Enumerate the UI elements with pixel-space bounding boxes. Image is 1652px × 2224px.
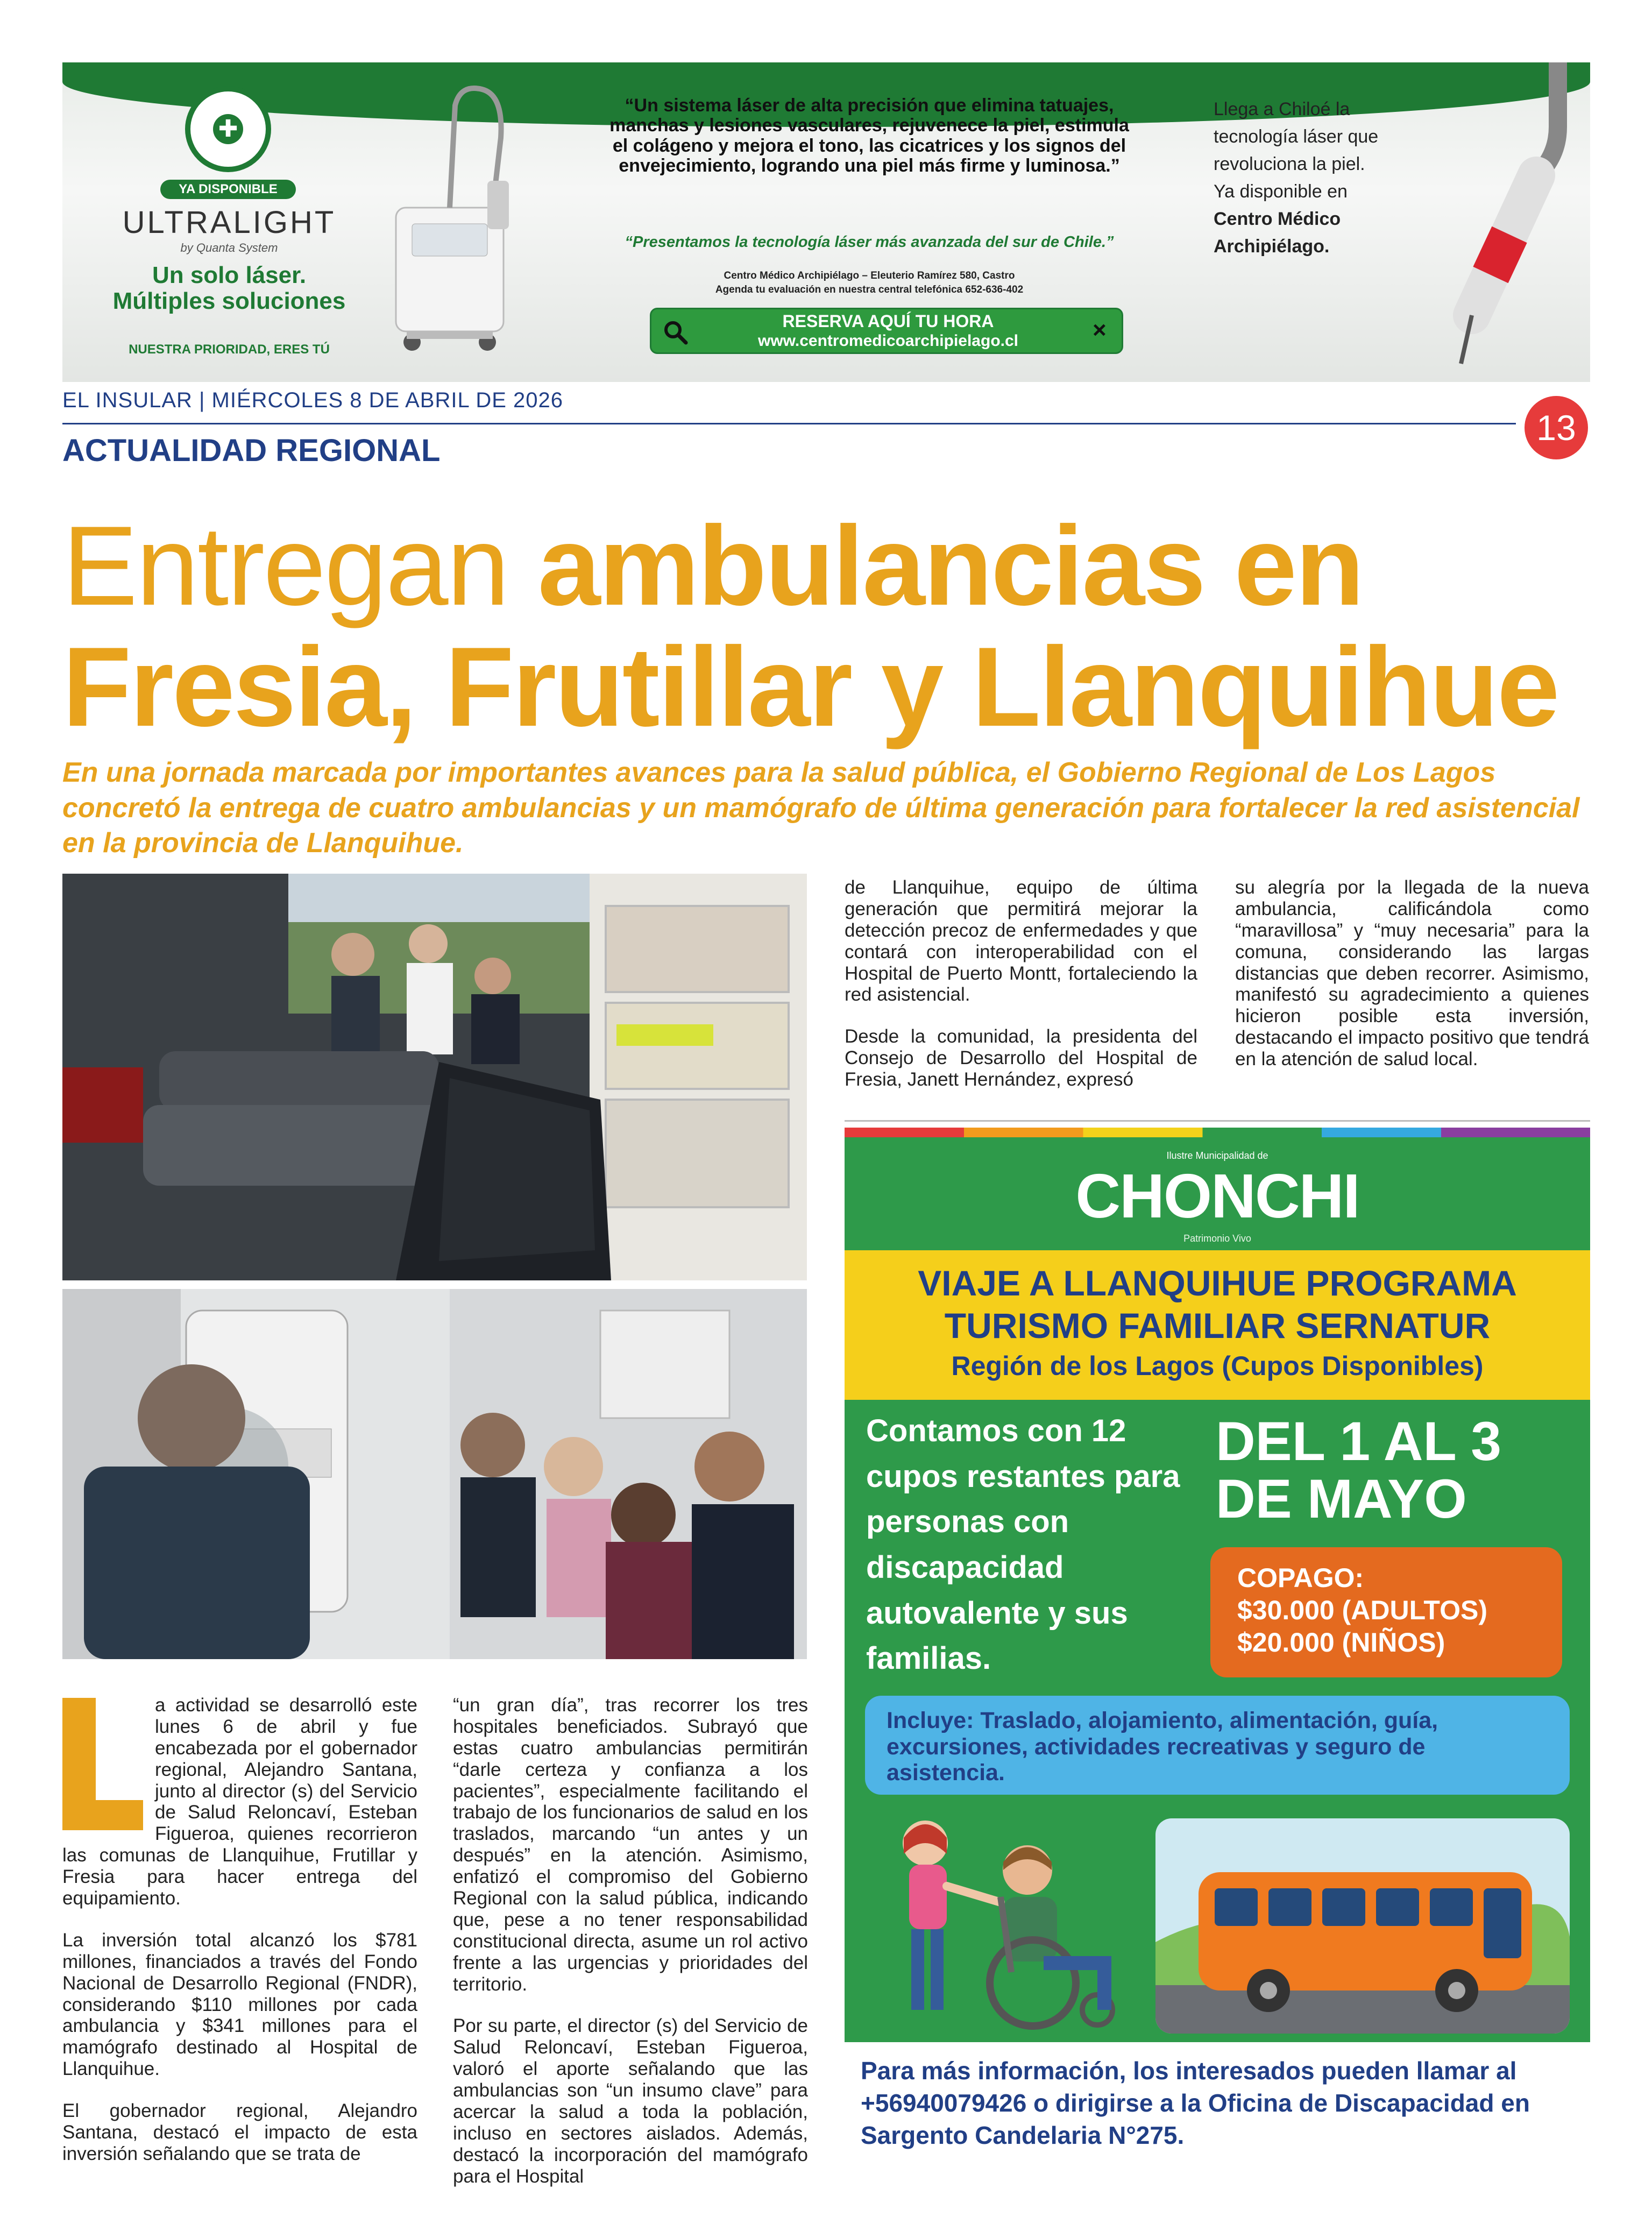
ad-right-line: tecnología láser que <box>1214 126 1379 147</box>
price-box <box>1210 1547 1562 1677</box>
article-column-1 <box>62 1695 417 2185</box>
ad-quote: “Un sistema láser de alta precisión que elimina tatuajes, manchas y lesiones vasculares, rejuvenece la piel, estimula el colágeno y mejora el tono, las cicatrices y los signos del envejecimiento, logrando una piel más firme y luminosa.” <box>609 95 1129 176</box>
price-kids: $20.000 (NIÑOS) <box>1237 1627 1445 1658</box>
ad-brand-sub: by Quanta System <box>180 241 278 254</box>
includes-text: Incluye: Traslado, alojamiento, alimentación, guía, excursiones, actividades recreativas y seguro de asistencia. <box>887 1708 1438 1786</box>
ad-right-line: Llega a Chiloé la <box>1214 99 1350 119</box>
ad-tagline: “Presentamos la tecnología láser más avanzada del sur de Chile.” <box>625 233 1114 251</box>
ad-badge: YA DISPONIBLE <box>160 180 296 199</box>
includes-box <box>865 1696 1570 1795</box>
article-paragraph: Desde la comunidad, la presidenta del Consejo de Desarrollo del Hospital de Fresia, Janett Hernández, expresó <box>845 1026 1197 1090</box>
close-icon: × <box>1093 317 1107 343</box>
article-column-4 <box>1235 877 1589 1090</box>
price-adults: $30.000 (ADULTOS) <box>1237 1595 1487 1625</box>
ad-slogan-line-1: Un solo láser. <box>152 262 307 288</box>
ad-right-line: Centro Médico <box>1214 209 1341 229</box>
headline <box>62 502 1590 750</box>
chonchi-logo: CHONCHI <box>1075 1161 1359 1231</box>
wheelchair-illustration <box>866 1811 1178 2031</box>
ad-title-line-1: VIAJE A LLANQUIHUE PROGRAMA <box>918 1263 1517 1303</box>
municipality-label: Ilustre Municipalidad de <box>1166 1150 1268 1161</box>
reserve-button-label: RESERVA AQUÍ TU HORA <box>782 311 994 331</box>
chonchi-logo-tag: Patrimonio Vivo <box>1183 1233 1251 1244</box>
ad-address-line-2: Agenda tu evaluación en nuestra central telefónica 652-636-402 <box>715 284 1024 295</box>
ad-slogan <box>105 263 353 315</box>
article-paragraph: La inversión total alcanzó los $781 millones, financiados a través del Fondo Nacional de Desarrollo Regional (FNDR), considerando $110 millones por cada ambulancia y $341 millones para el mamógrafo destinado al Hospital de Llanquihue. <box>62 1929 417 2080</box>
laser-handpiece-image <box>1450 62 1590 382</box>
ad-brand: ULTRALIGHT <box>122 205 336 240</box>
issue-line: EL INSULAR | MIÉRCOLES 8 DE ABRIL DE 2026 <box>62 388 563 412</box>
headline-light: Entregan <box>62 502 538 629</box>
ad-right-line: Ya disponible en <box>1214 181 1348 202</box>
section-title: ACTUALIDAD REGIONAL <box>62 433 441 468</box>
ad-subtitle: Región de los Lagos (Cupos Disponibles) <box>951 1351 1484 1381</box>
page-number: 13 <box>1525 396 1588 459</box>
trip-dates-line-1: DEL 1 AL 3 <box>1216 1411 1501 1472</box>
chonchi-advertisement <box>845 1128 1590 2162</box>
ad-title <box>845 1262 1590 1347</box>
ad-right-text <box>1214 96 1440 260</box>
article-paragraph: El gobernador regional, Alejandro Santana, destacó el impacto de esta inversión señalando que se trata de <box>62 2100 417 2164</box>
article-paragraph: a actividad se desarrolló este lunes 6 de abril y fue encabezada por el gobernador regional, Alejandro Santana, junto al director (s) del Servicio de Salud Reloncaví, Esteban Figueroa, quienes recorrieron las comunas de Llanquihue, Frutillar y Fresia para hacer entrega del equipamiento. <box>62 1695 417 1909</box>
mammograph-photo <box>62 1289 807 1659</box>
column-divider <box>845 1120 1590 1122</box>
price-title: COPAGO: <box>1237 1563 1364 1593</box>
centro-medico-logo <box>185 86 271 172</box>
ambulance-interior-photo <box>62 874 807 1280</box>
info-text: Para más información, los interesados pueden llamar al +56940079426 o dirigirse a la Oficina de Discapacidad en Sargento Candelaria N°275. <box>861 2057 1530 2149</box>
article-column-3 <box>845 877 1197 1111</box>
article-paragraph: su alegría por la llegada de la nueva ambulancia, calificándola como “maravillosa” y “muy necesaria” para la comuna, considerando las largas distancias que deben recorrer. Asimismo, manifestó su agradecimiento a quienes hicieron posible esta inversión, destacando el impacto positivo que tendrá en la atención de salud local. <box>1235 877 1589 1070</box>
ad-address <box>633 269 1106 296</box>
trip-dates-line-2: DE MAYO <box>1216 1468 1467 1530</box>
article-paragraph: de Llanquihue, equipo de última generación que permitirá mejorar la detección precoz de enfermedades y que contará con interoperabilidad con el Hospital de Puerto Montt, fortaleciendo la red asistencial. <box>845 877 1197 1005</box>
reserve-url[interactable]: www.centromedicoarchipielago.cl <box>757 332 1018 350</box>
lede: En una jornada marcada por importantes avances para la salud pública, el Gobierno Regional de Los Lagos concretó la entrega de cuatro ambulancias y un mamógrafo de última generación para fortalecer la red asistencial en la provincia de Llanquihue. <box>62 757 1580 859</box>
ad-right-line: revoluciona la piel. <box>1214 154 1365 174</box>
headline-bold-1: ambulancias en <box>537 502 1363 629</box>
laser-machine-image <box>374 73 536 374</box>
cupos-text: Contamos con 12 cupos restantes para personas con discapacidad autovalente y sus familias. <box>866 1413 1180 1676</box>
info-box <box>845 2042 1590 2162</box>
trip-dates <box>1216 1413 1571 1528</box>
ad-right-line: Archipiélago. <box>1214 236 1330 257</box>
bus-illustration <box>1155 1818 1570 2034</box>
dropcap-glyph <box>62 1698 143 1830</box>
color-stripe <box>845 1128 1590 1137</box>
ad-title-line-2: TURISMO FAMILIAR SERNATUR <box>944 1306 1491 1346</box>
ad-priority: NUESTRA PRIORIDAD, ERES TÚ <box>129 342 330 357</box>
ad-slogan-line-2: Múltiples soluciones <box>112 288 346 315</box>
top-advertisement <box>62 62 1590 382</box>
reserve-button[interactable] <box>650 308 1123 354</box>
dropcap-letter <box>62 1698 143 1830</box>
article-paragraph: “un gran día”, tras recorrer los tres hospitales beneficiados. Subrayó que estas cuatro ambulancias permitirán “darle certeza y confianza a los pacientes”, especialmente facilitando el trabajo de los funcionarios de salud en los traslados, marcando “un antes y un después” en la atención. Asimismo, enfatizó el compromiso del Gobierno Regional con la salud pública, indicando que, pese a no tener responsabilidad constitucional directa, asume un rol activo frente a las urgencias y prioridades del territorio. <box>453 1695 808 1995</box>
article-column-2 <box>453 1695 808 2208</box>
headline-bold-2: Fresia, Frutillar y Llanquihue <box>62 623 1558 750</box>
ad-address-line-1: Centro Médico Archipiélago – Eleuterio Ramírez 580, Castro <box>724 270 1015 281</box>
article-paragraph: Por su parte, el director (s) del Servicio de Salud Reloncaví, Esteban Figueroa, valoró el aporte señalando que las ambulancias son “un insumo clave” para acercar la salud a toda la población, incluso en sectores aislados. Además, destacó la incorporación del mamógrafo para el Hospital <box>453 2015 808 2187</box>
medical-cross-icon: ✚ <box>213 114 243 144</box>
header-divider <box>62 423 1516 424</box>
